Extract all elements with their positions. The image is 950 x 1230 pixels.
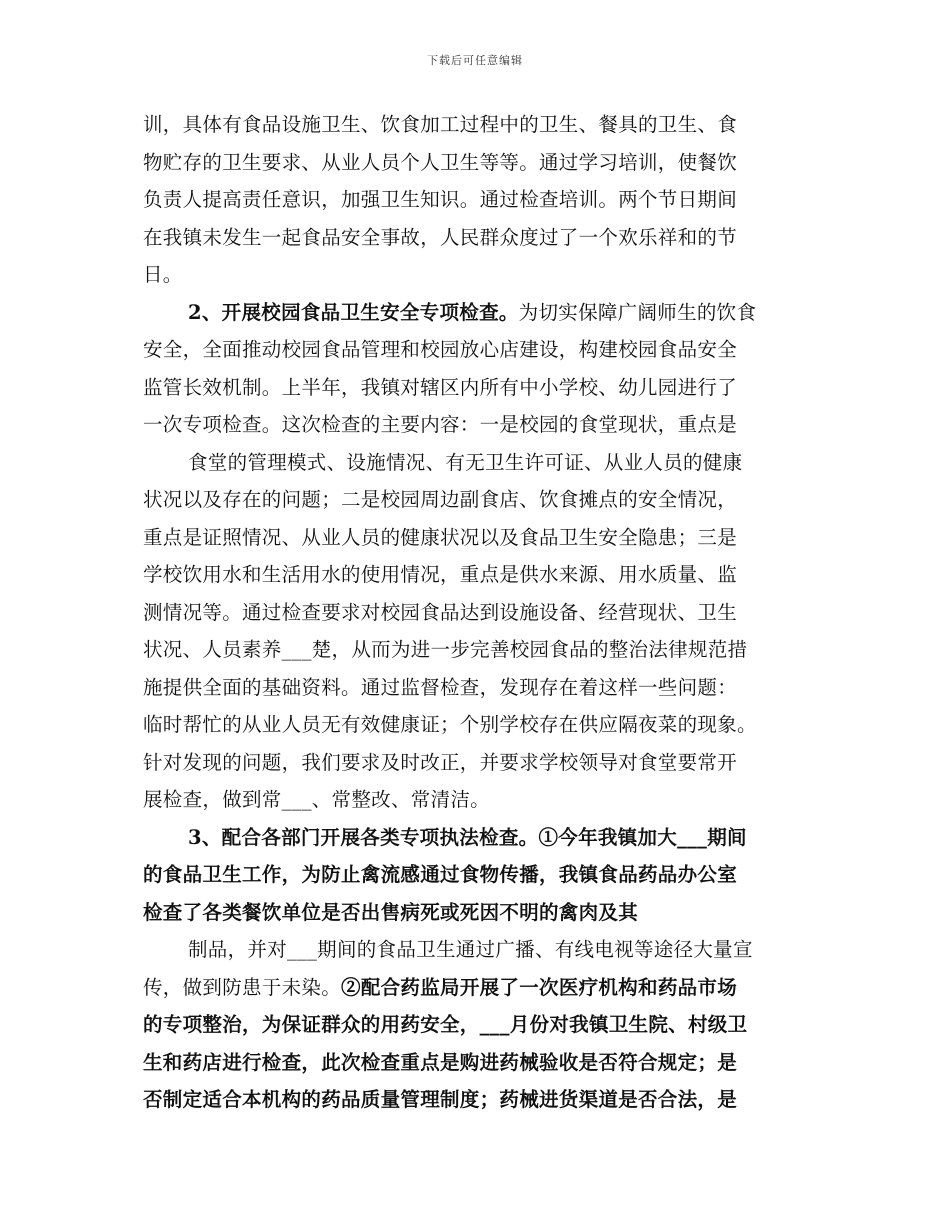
text-segment: 测情况等。通过检查要求对校园食品达到设施设备、经营现状、卫生 [143,600,738,624]
text-segment: 展检查，做到常___、常整改、常清洁。 [143,788,490,811]
bold-text-segment: 2、开展校园食品卫生安全专项检查。 [188,300,519,324]
text-segment: 针对发现的问题，我们要求及时改正，并要求学校领导对食堂要常开 [143,750,738,774]
bold-text-segment: 检查了各类餐饮单位是否出售病死或死因不明的禽肉及其 [143,900,639,924]
text-line [143,556,823,594]
text-segment: 状况以及存在的问题；二是校园周边副食店、饮食摊点的安全情况， [143,488,738,511]
text-line [143,744,823,782]
text-line [143,931,823,969]
text-line [143,369,823,407]
text-line [143,219,823,257]
page-header-note: 下载后可任意编辑 [427,54,523,67]
text-line [143,294,823,332]
bold-text-segment: 的专项整治，为保证群众的用药安全，___月份对我镇卫生院、村级卫 [143,1013,748,1036]
text-segment: 制品，并对___期间的食品卫生通过广播、有线电视等途径大量宣 [188,938,753,961]
text-segment: 重点是证照情况、从业人员的健康状况以及食品卫生安全隐患；三是 [143,525,738,549]
text-line [143,856,823,894]
text-line [143,669,823,707]
text-line [143,444,823,482]
text-segment: 物贮存的卫生要求、从业人员个人卫生等等。通过学习培训，使餐饮 [143,150,738,174]
text-line [143,406,823,444]
text-line [143,781,823,819]
text-line [143,894,823,932]
text-segment: 监管长效机制。上半年，我镇对辖区内所有中小学校、幼儿园进行了 [143,375,738,399]
text-line [143,1081,823,1119]
text-segment: 临时帮忙的从业人员无有效健康证；个别学校存在供应隔夜菜的现象。 [143,713,757,736]
text-line [143,819,823,857]
text-line [143,144,823,182]
text-line [143,331,823,369]
text-segment: 训，具体有食品设施卫生、饮食加工过程中的卫生、餐具的卫生、食 [143,113,738,136]
text-segment: 状况、人员素养___楚，从而为进一步完善校园食品的整治法律规范措 [143,638,748,661]
text-segment: 传，做到防患于未染。 [143,975,342,999]
bold-text-segment: 生和药店进行检查，此次检查重点是购进药械验收是否符合规定；是 [143,1050,738,1074]
text-segment: 学校饮用水和生活用水的使用情况，重点是供水来源、用水质量、监 [143,563,738,586]
text-line [143,181,823,219]
bold-text-segment: 3、配合各部门开展各类专项执法检查。 [188,825,539,849]
text-segment: 食堂的管理模式、设施情况、有无卫生许可证、从业人员的健康 [188,450,743,474]
bold-text-segment: ②配合药监局开展了一次医疗机构和药品市场 [341,975,738,999]
text-line [143,969,823,1007]
text-line [143,519,823,557]
document-body [143,106,823,1119]
text-segment: 在我镇未发生一起食品安全事故，人民群众度过了一个欢乐祥和的节 [143,225,738,249]
bold-text-segment: 的食品卫生工作，为防止禽流感通过食物传播，我镇食品药品办公室 [143,863,738,886]
bold-text-segment: ①今年我镇加大___期间 [538,825,747,849]
text-line [143,1044,823,1082]
bold-text-segment: 否制定适合本机构的药品质量管理制度；药械进货渠道是否合法，是 [143,1088,738,1111]
text-segment: 施提供全面的基础资料。通过监督检查，发现存在着这样一些问题： [143,675,738,699]
text-line [143,594,823,632]
text-segment: 安全，全面推动校园食品管理和校园放心店建设，构建校园食品安全 [143,338,738,361]
text-line [143,106,823,144]
text-line [143,256,823,294]
text-segment: 日。 [143,263,183,286]
text-segment: 负责人提高责任意识，加强卫生知识。通过检查培训。两个节日期间 [143,188,738,211]
text-line [143,631,823,669]
text-segment: 一次专项检查。这次检查的主要内容：一是校园的食堂现状，重点是 [143,413,738,436]
text-line [143,481,823,519]
text-line [143,1006,823,1044]
text-line [143,706,823,744]
text-segment: 为切实保障广阔师生的饮食 [518,300,757,324]
